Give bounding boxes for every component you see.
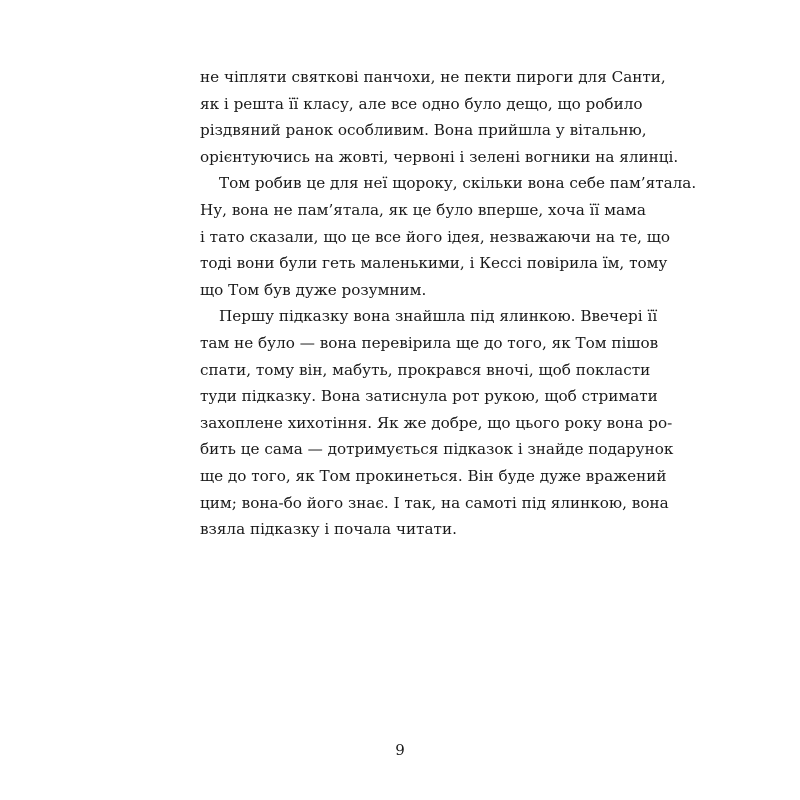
text-line: і тато сказали, що це все його ідея, незважаючи на те, що [200, 227, 671, 246]
text-line: захоплене хихотіння. Як же добре, що цього року вона ро- [200, 413, 673, 432]
text-line: ще до того, як Том прокинеться. Він буде дуже вражений [200, 466, 667, 485]
text-line: орієнтуючись на жовті, червоні і зелені вогники на ялинці. [200, 147, 679, 166]
text-line: тоді вони були геть маленькими, і Кессі повірила їм, тому [200, 254, 668, 273]
text-line: взяла підказку і почала читати. [200, 520, 457, 539]
text-line: Том робив це для неї щороку, скільки вона себе пам’ятала. [219, 174, 697, 193]
text-line: цим; вона-бо його знає. І так, на самоті під ялинкою, вона [200, 493, 669, 512]
text-line: що Том був дуже розумним. [200, 280, 427, 299]
text-line: бить це сама — дотримується підказок і знайде подарунок [200, 440, 674, 459]
text-line: не чіпляти святкові панчохи, не пекти пироги для Санти, [200, 68, 666, 86]
text-line: як і решта її класу, але все одно було дещо, що робило [200, 94, 643, 113]
text-line: різдвяний ранок особливим. Вона прийшла у вітальню, [200, 121, 647, 140]
text-line: Ну, вона не пам’ятала, як це було вперше, хоча її мама [200, 200, 646, 219]
text-line: спати, тому він, мабуть, прокрався вночі, щоб покласти [200, 360, 651, 379]
text-line: Першу підказку вона знайшла під ялинкою. Ввечері її [219, 307, 658, 326]
page-number: 9 [395, 741, 405, 759]
text-line: туди підказку. Вона затиснула рот рукою, щоб стримати [200, 387, 658, 406]
body-text [200, 64, 697, 543]
text-line: там не було — вона перевірила ще до того, як Том пішов [200, 333, 659, 352]
